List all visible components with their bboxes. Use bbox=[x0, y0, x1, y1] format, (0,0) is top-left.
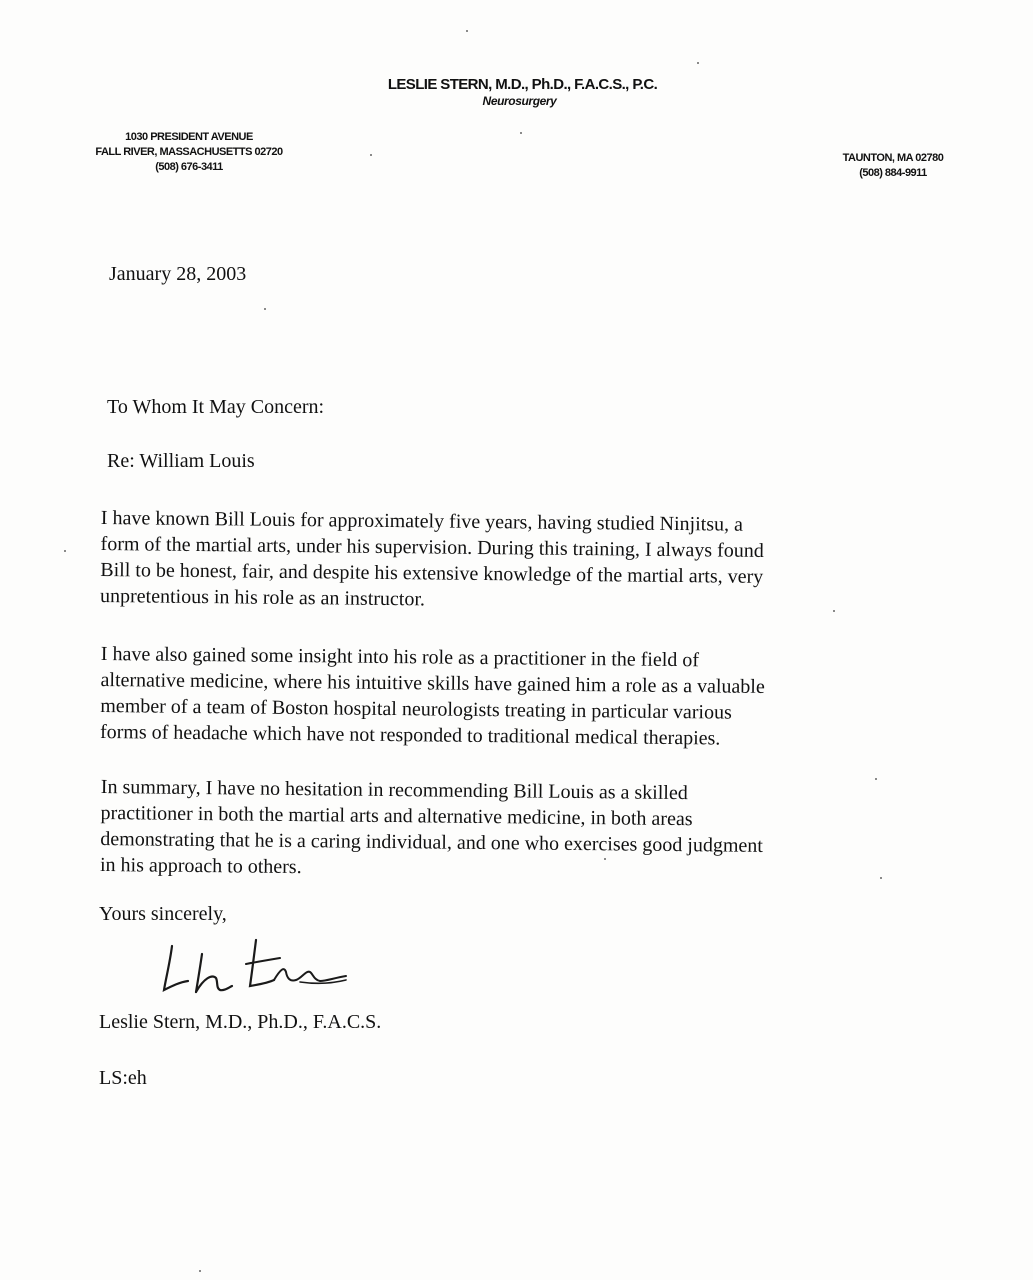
scan-speck bbox=[697, 62, 699, 64]
paragraph-line: demonstrating that he is a caring individual, and one who exercises good judgment bbox=[100, 827, 764, 857]
right-office-address bbox=[818, 151, 968, 181]
scan-speck bbox=[833, 610, 835, 612]
left-office-address bbox=[58, 130, 320, 175]
paragraph-3 bbox=[100, 774, 911, 886]
paragraph-line: form of the martial arts, under his supervision. During this training, I always found bbox=[100, 532, 764, 562]
paragraph-line: Bill to be honest, fair, and despite his extensive knowledge of the martial arts, very bbox=[100, 558, 764, 588]
scan-speck bbox=[604, 858, 606, 860]
scan-speck bbox=[466, 30, 468, 32]
paragraph-line: alternative medicine, where his intuitive skills have gained him a role as a valuable bbox=[100, 668, 765, 698]
scan-speck bbox=[875, 778, 877, 780]
scan-speck bbox=[520, 132, 522, 134]
subject-line: Re: William Louis bbox=[107, 450, 255, 472]
letterhead-name: LESLIE STERN, M.D., Ph.D., F.A.C.S., P.C. bbox=[387, 76, 658, 93]
scan-speck bbox=[880, 877, 882, 879]
scan-speck bbox=[199, 1270, 201, 1272]
scan-speck bbox=[264, 308, 266, 310]
paragraph-line: in his approach to others. bbox=[99, 853, 302, 879]
paragraph-line: In summary, I have no hesitation in recommending Bill Louis as a skilled bbox=[100, 775, 688, 805]
paragraph-line: unpretentious in his role as an instructor. bbox=[99, 584, 426, 611]
left-address-street: 1030 PRESIDENT AVENUE bbox=[125, 131, 253, 143]
paragraph-line: I have known Bill Louis for approximately five years, having studied Ninjitsu, a bbox=[100, 506, 744, 536]
paragraph-2 bbox=[100, 641, 911, 753]
paragraph-line: practitioner in both the martial arts and alternative medicine, in both areas bbox=[100, 801, 693, 831]
paragraph-line: forms of headache which have not responded to traditional medical therapies. bbox=[99, 720, 721, 750]
left-address-city: FALL RIVER, MASSACHUSETTS 02720 bbox=[95, 146, 283, 158]
right-address-city: TAUNTON, MA 02780 bbox=[842, 152, 944, 164]
left-address-phone: (508) 676-3411 bbox=[155, 161, 223, 173]
right-address-phone: (508) 884-9911 bbox=[859, 167, 927, 179]
signer-name: Leslie Stern, M.D., Ph.D., F.A.C.S. bbox=[99, 1011, 382, 1033]
paragraph-line: I have also gained some insight into his role as a practitioner in the field of bbox=[100, 642, 700, 672]
handwritten-signature bbox=[150, 934, 360, 1004]
salutation: To Whom It May Concern: bbox=[107, 396, 325, 418]
paragraph-line: member of a team of Boston hospital neurologists treating in particular various bbox=[100, 694, 732, 724]
typist-initials: LS:eh bbox=[99, 1067, 147, 1089]
scan-speck bbox=[64, 550, 66, 552]
letterhead-specialty: Neurosurgery bbox=[482, 94, 557, 108]
letter-date: January 28, 2003 bbox=[109, 263, 247, 285]
paragraph-1 bbox=[100, 505, 911, 617]
closing: Yours sincerely, bbox=[99, 903, 227, 925]
scan-speck bbox=[370, 154, 372, 156]
